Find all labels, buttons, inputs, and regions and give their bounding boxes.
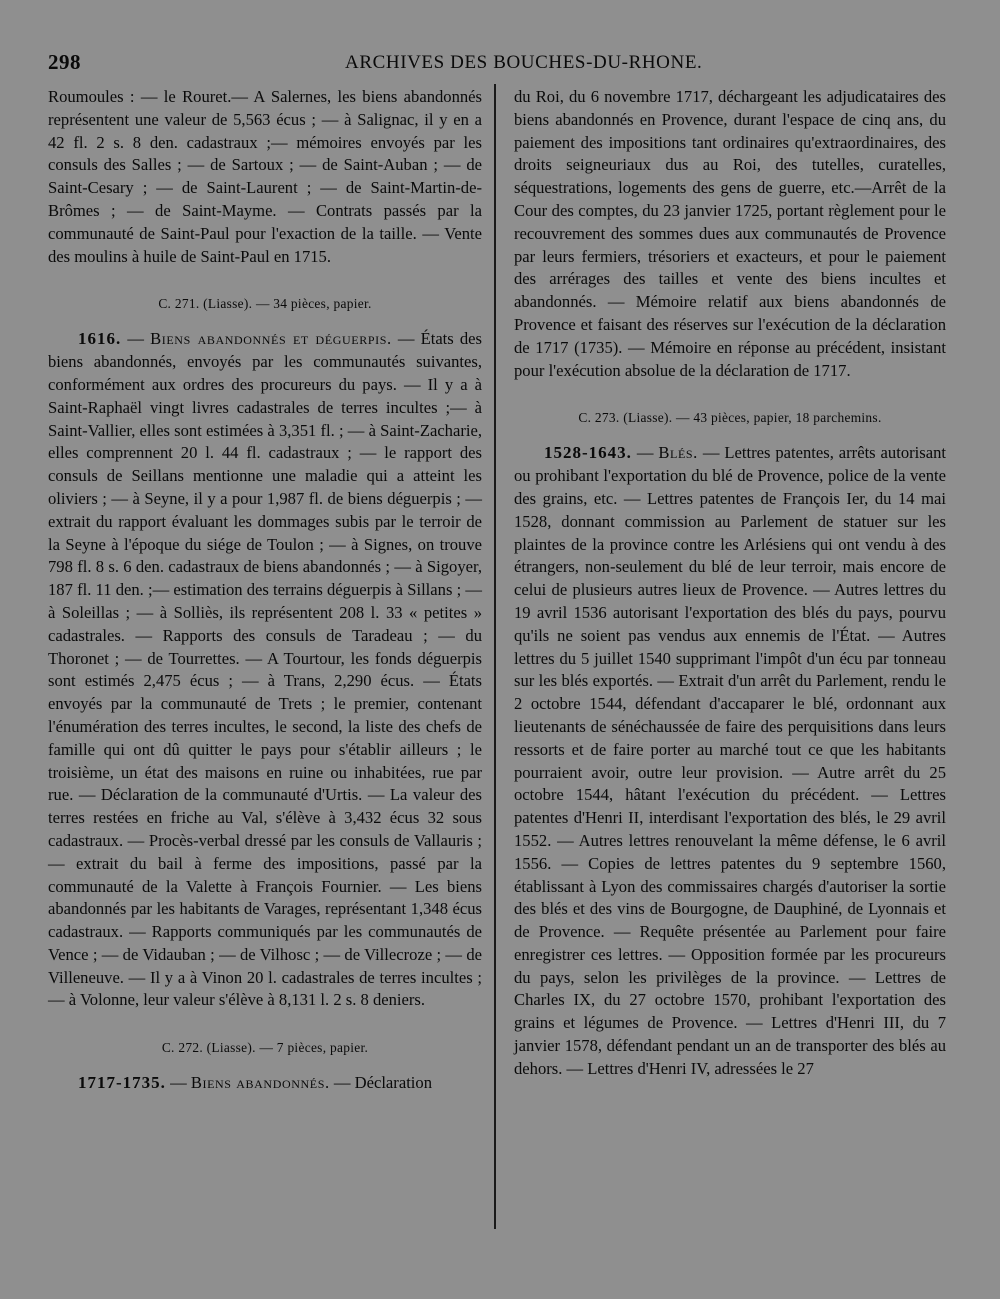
archive-entry (48, 328, 482, 1012)
page-header (0, 50, 1000, 76)
running-title: ARCHIVES DES BOUCHES-DU-RHONE. (345, 52, 703, 73)
continued-paragraph: Roumoules : — le Rouret.— A Salernes, les biens abandonnés représentent une valeur de 5,563 écus ; — à Salignac, il y en a 42 fl. 2 s. 8 den. cadastraux ;— mémoires envoyés par les consuls des Salles ; — de Sartoux ; — de Saint-Auban ; — de Saint-Cesary ; — de Saint-Laurent ; — de Saint-Martin-de-Brômes ; — de Saint-Mayme. — Contrats passés par la communauté de Saint-Paul pour l'exaction de la taille. — Vente des moulins à huile de Saint-Paul en 1715. (48, 87, 482, 266)
column-divider (494, 84, 496, 1229)
archive-reference: C. 271. (Liasse). — 34 pièces, papier. (158, 296, 372, 312)
right-column (514, 86, 946, 1081)
continued-paragraph: du Roi, du 6 novembre 1717, déchargeant les adjudicataires des biens abandonnés en Provence, durant l'espace de cinq ans, du paiement des impositions tant ordinaires qu'extraordinaires, des droits seigneuriaux dus au Roi, des tutelles, curatelles, séquestrations, logements des gens de guerre, etc.—Arrêt de la Cour des comptes, du 23 janvier 1725, portant règlement pour le recouvrement des sommes dues aux communautés de Provence par leurs fermiers, trésoriers et exacteurs, et pour le paiement des arrérages des tailles et vente des biens incultes et abandonnés. — Mémoire relatif aux biens abandonnés de Provence et faisant des réserves sur l'exécution de la déclaration de 1717 (1735). — Mémoire en réponse au précédent, insistant pour l'exécution absolue de la déclaration de 1717. (514, 87, 946, 380)
entry-title: Biens abandonnés et déguerpis. (150, 329, 392, 349)
entry-dash: — (631, 443, 659, 463)
archive-reference: C. 273. (Liasse). — 43 pièces, papier, 18 parchemins. (578, 410, 882, 426)
archive-entry (514, 442, 946, 1080)
entry-title: Blés. (658, 443, 698, 463)
entry-body: — Déclaration (329, 1073, 433, 1093)
archive-entry (48, 1072, 482, 1095)
archive-reference: C. 272. (Liasse). — 7 pièces, papier. (161, 1040, 369, 1056)
left-column (48, 86, 482, 1095)
entry-title: Biens abandonnés. (190, 1073, 330, 1093)
entry-date: 1528-1643. (544, 443, 632, 463)
entry-dash: — (121, 329, 151, 349)
entry-body: — États des biens abandonnés, envoyés par les communautés suivantes, conformément aux ordres des procureurs du pays. — Il y a à Saint-Raphaël vingt livres cadastrales de terres incultes ;— à Saint-Vallier, elles sont estimées à 3,351 fl. ; — à Saint-Zacharie, elles comprennent 20 l. 44 fl. cadastraux ; — le rapport des consuls de Seillans mentionne une maladie qui a atteint les oliviers ; — à Seyne, il y a pour 1,987 fl. de biens déguerpis ; — extrait du rapport évaluant les dommages subis par le terroir de la Seyne à l'époque du siége de Toulon ; — à Signes, on trouve 798 fl. 8 s. 6 den. cadastraux de biens abandonnés ; — à Sigoyer, 187 fl. 11 den. ;— estimation des terrains déguerpis à Sillans ; — à Soleillas ; — à Solliès, ils représentent 208 l. 33 « petites » cadastrales. — Rapports des consuls de Taradeau ; — du Thoronet ; — de Tourrettes. — A Tourtour, les fonds déguerpis sont estimés 2,475 écus ; — à Trans, 2,290 écus. — États envoyés par la communauté de Trets ; le premier, contenant l'énumération des terres incultes, le second, la liste des chefs de famille qui ont dû quitter le pays pour s'établir ailleurs ; le troisième, un état des maisons en ruine ou inhabitées, rue par rue. — Déclaration de la communauté d'Urtis. — La valeur des terres restées en friche au Val, s'élève à 3,432 écus 32 sous cadastraux. — Procès-verbal dressé par les consuls de Vallauris ; — extrait du bail à ferme des impositions, passé par la communauté de la Valette à François Fournier. — Les biens abandonnés par les habitants de Varages, représentant 1,348 écus cadastraux. — Rapports communiqués par les communautés de Vence ; — de Vidauban ; — de Vilhosc ; — de Villecroze ; — de Villeneuve. — Il y a à Vinon 20 l. cadastrales de terres incultes ; — à Volonne, leur valeur s'élève à 8,131 l. 2 s. 8 deniers. (48, 329, 482, 1010)
entry-date: 1616. (78, 329, 122, 349)
page-number: 298 (48, 50, 81, 74)
entry-dash: — (165, 1073, 191, 1093)
entry-date: 1717-1735. (78, 1073, 166, 1093)
entry-body: — Lettres patentes, arrêts autorisant ou prohibant l'exportation du blé de Provence, police de la vente des grains, etc. — Lettres patentes de François Ier, du 14 mai 1528, donnant commission au Parlement de statuer sur les plaintes de la province contre les Arlésiens qui ont vendu à des étrangers, non-seulement du blé de leur terroir, mais encore de celui de plusieurs autres lieux de Provence. — Autres lettres du 19 avril 1536 autorisant l'exportation des blés du pays, pourvu qu'ils ne soient pas vendus aux ennemis de l'État. — Autres lettres du 5 juillet 1540 supprimant l'impôt d'un écu par tonneau sur les blés exportés. — Extrait d'un arrêt du Parlement, rendu le 2 octobre 1544, défendant d'accaparer le blé, ordonnant aux lieutenants de sénéchaussée de faire des perquisitions dans leurs ressorts et de faire porter au marché tout ce que les habitants pourraient avoir, outre leur provision. — Autre arrêt du 25 octobre 1544, hâtant l'exécution du précédent. — Lettres patentes d'Henri II, interdisant l'exportation des blés, le 29 avril 1552. — Autres lettres renouvelant la même défense, le 6 avril 1556. — Copies de lettres patentes du 9 septembre 1560, établissant à Lyon des commissaires chargés d'autoriser la sortie des blés et des vins de Bourgogne, de Dauphiné, de Lyonnais et de Provence. — Requête présentée au Parlement pour faire enregistrer ces lettres. — Opposition formée par les procureurs du pays, selon les privilèges de la province. — Lettres de Charles IX, du 27 octobre 1570, prohibant l'exportation des grains et légumes de Provence. — Lettres d'Henri III, du 7 janvier 1578, défendant pendant un an de transporter des blés au dehors. — Lettres d'Henri IV, adressées le 27 (514, 443, 946, 1078)
